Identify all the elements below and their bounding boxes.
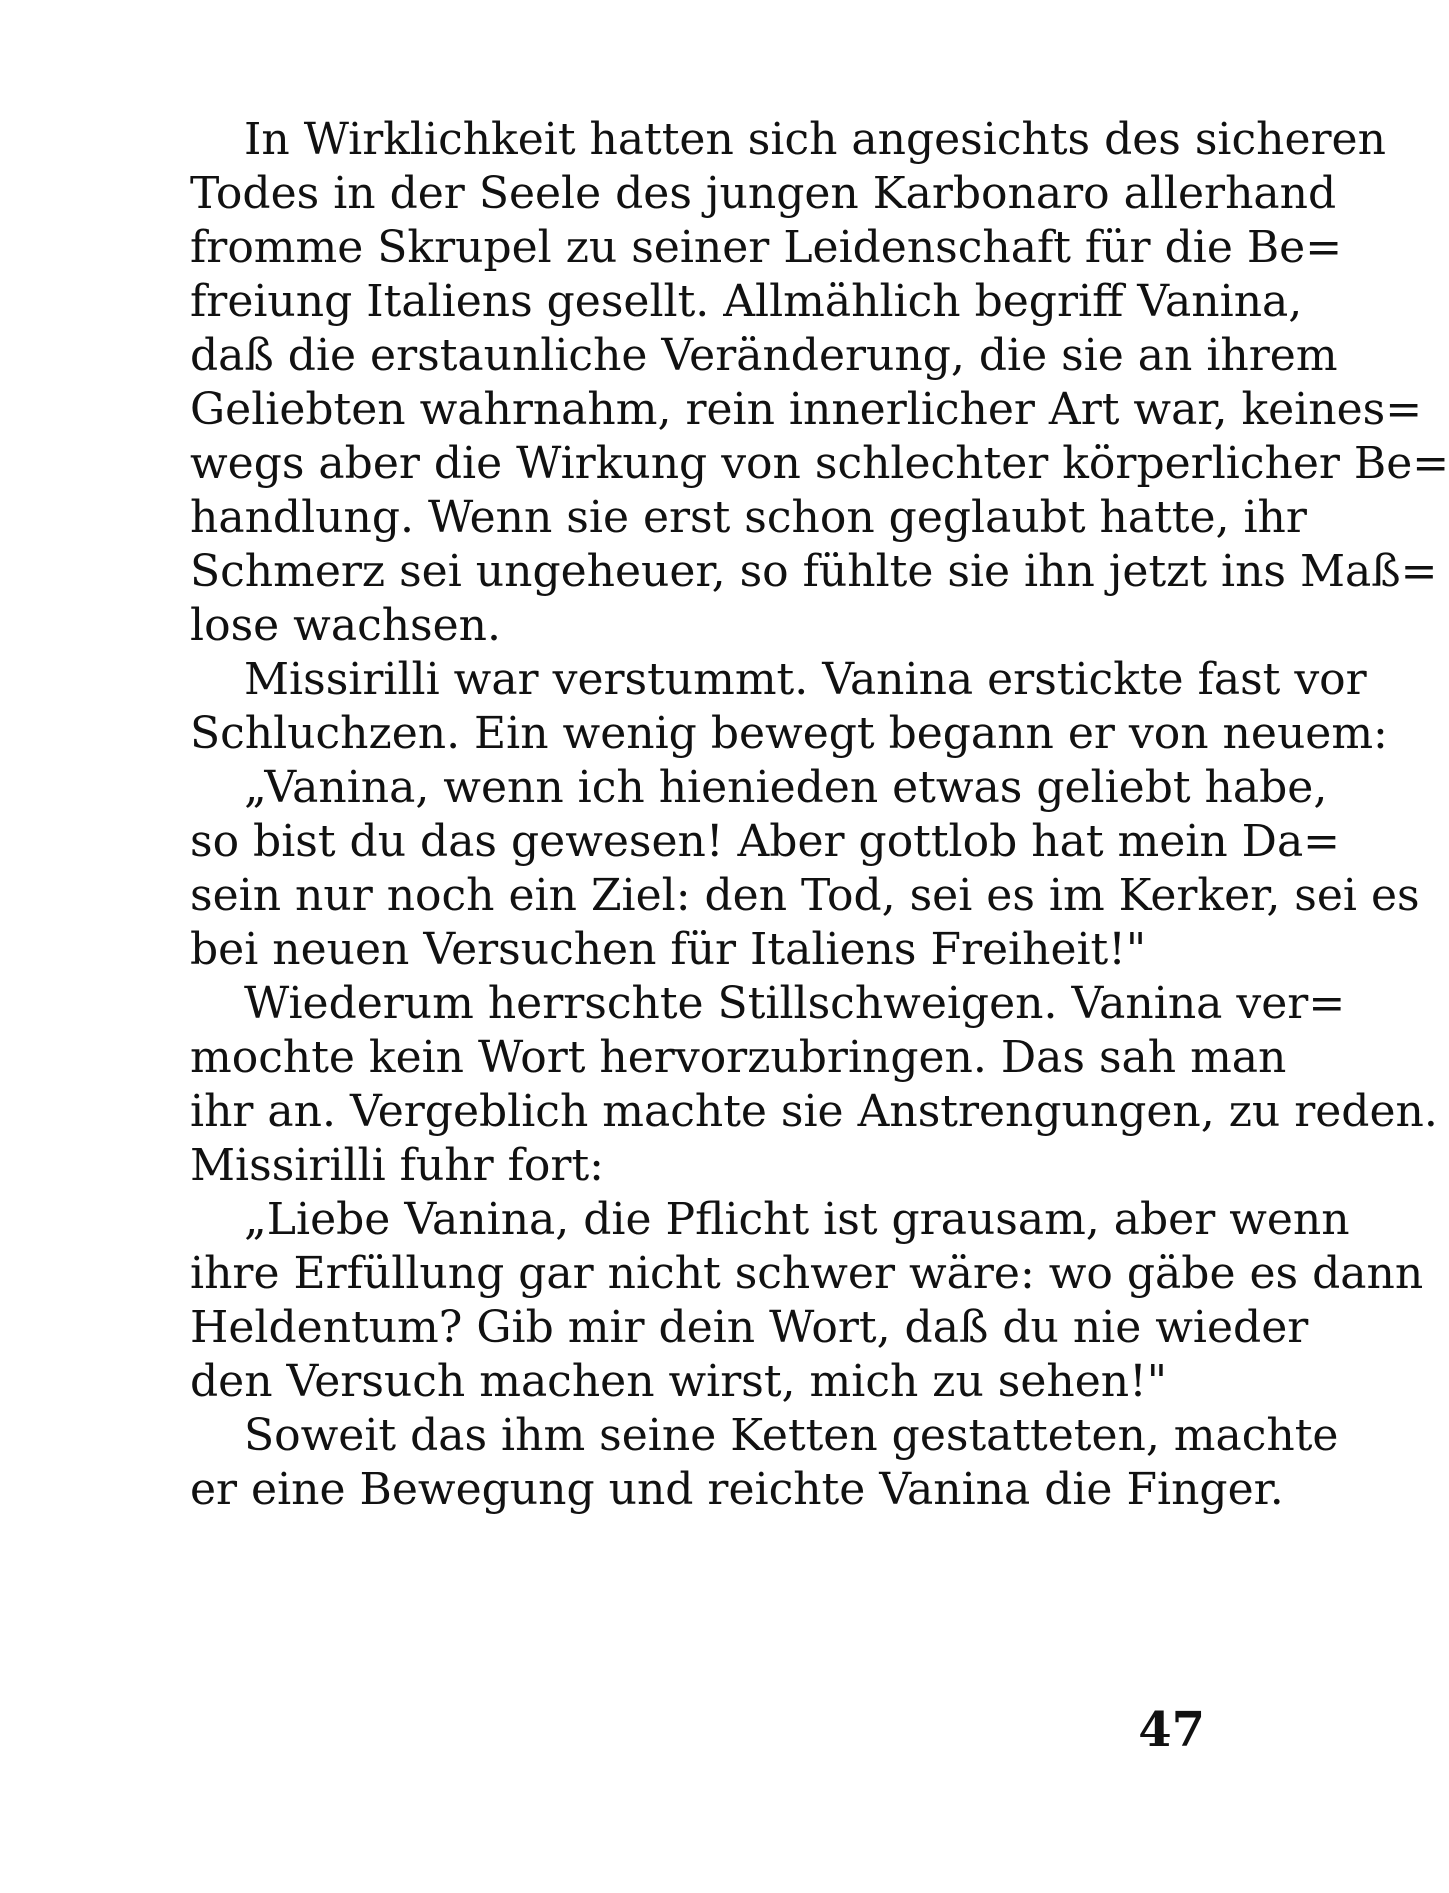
text-line: wegs aber die Wirkung von schlechter körperlicher Be= (190, 438, 1449, 489)
text-line: den Versuch machen wirst, mich zu sehen!" (190, 1356, 1168, 1407)
text-line: ihr an. Vergeblich machte sie Anstrengungen, zu reden. (190, 1086, 1438, 1137)
text-line: so bist du das gewesen! Aber gottlob hat mein Da= (190, 816, 1341, 867)
text-line: lose wachsen. (190, 600, 501, 651)
text-line: „Liebe Vanina, die Pflicht ist grausam, aber wenn (244, 1194, 1350, 1245)
text-line: Soweit das ihm seine Ketten gestatteten, machte (244, 1410, 1339, 1461)
text-line: Wiederum herrschte Stillschweigen. Vanina ver= (244, 978, 1346, 1029)
text-line: daß die erstaunliche Veränderung, die sie an ihrem (190, 330, 1338, 381)
text-line: Todes in der Seele des jungen Karbonaro allerhand (190, 168, 1337, 219)
text-line: bei neuen Versuchen für Italiens Freiheit!" (190, 924, 1147, 975)
text-line: ihre Erfüllung gar nicht schwer wäre: wo gäbe es dann (190, 1248, 1424, 1299)
text-line: mochte kein Wort hervorzubringen. Das sah man (190, 1032, 1287, 1083)
page-number: 47 (1138, 1702, 1205, 1758)
text-line: Geliebten wahrnahm, rein innerlicher Art war, keines= (190, 384, 1423, 435)
text-line: fromme Skrupel zu seiner Leidenschaft für die Be= (190, 222, 1343, 273)
text-line: Missirilli war verstummt. Vanina erstickte fast vor (244, 654, 1367, 705)
text-line: handlung. Wenn sie erst schon geglaubt hatte, ihr (190, 492, 1307, 543)
text-line: Schmerz sei ungeheuer, so fühlte sie ihn jetzt ins Maß= (190, 546, 1438, 597)
text-line: Schluchzen. Ein wenig bewegt begann er von neuem: (190, 708, 1388, 759)
text-line: „Vanina, wenn ich hienieden etwas geliebt habe, (244, 762, 1328, 813)
text-line: Missirilli fuhr fort: (190, 1140, 604, 1191)
text-line: freiung Italiens gesellt. Allmählich begriff Vanina, (190, 276, 1303, 327)
text-line: In Wirklichkeit hatten sich angesichts des sicheren (244, 114, 1386, 165)
text-line: er eine Bewegung und reichte Vanina die Finger. (190, 1464, 1284, 1515)
text-line: Heldentum? Gib mir dein Wort, daß du nie wieder (190, 1302, 1309, 1353)
text-line: sein nur noch ein Ziel: den Tod, sei es im Kerker, sei es (190, 870, 1420, 921)
